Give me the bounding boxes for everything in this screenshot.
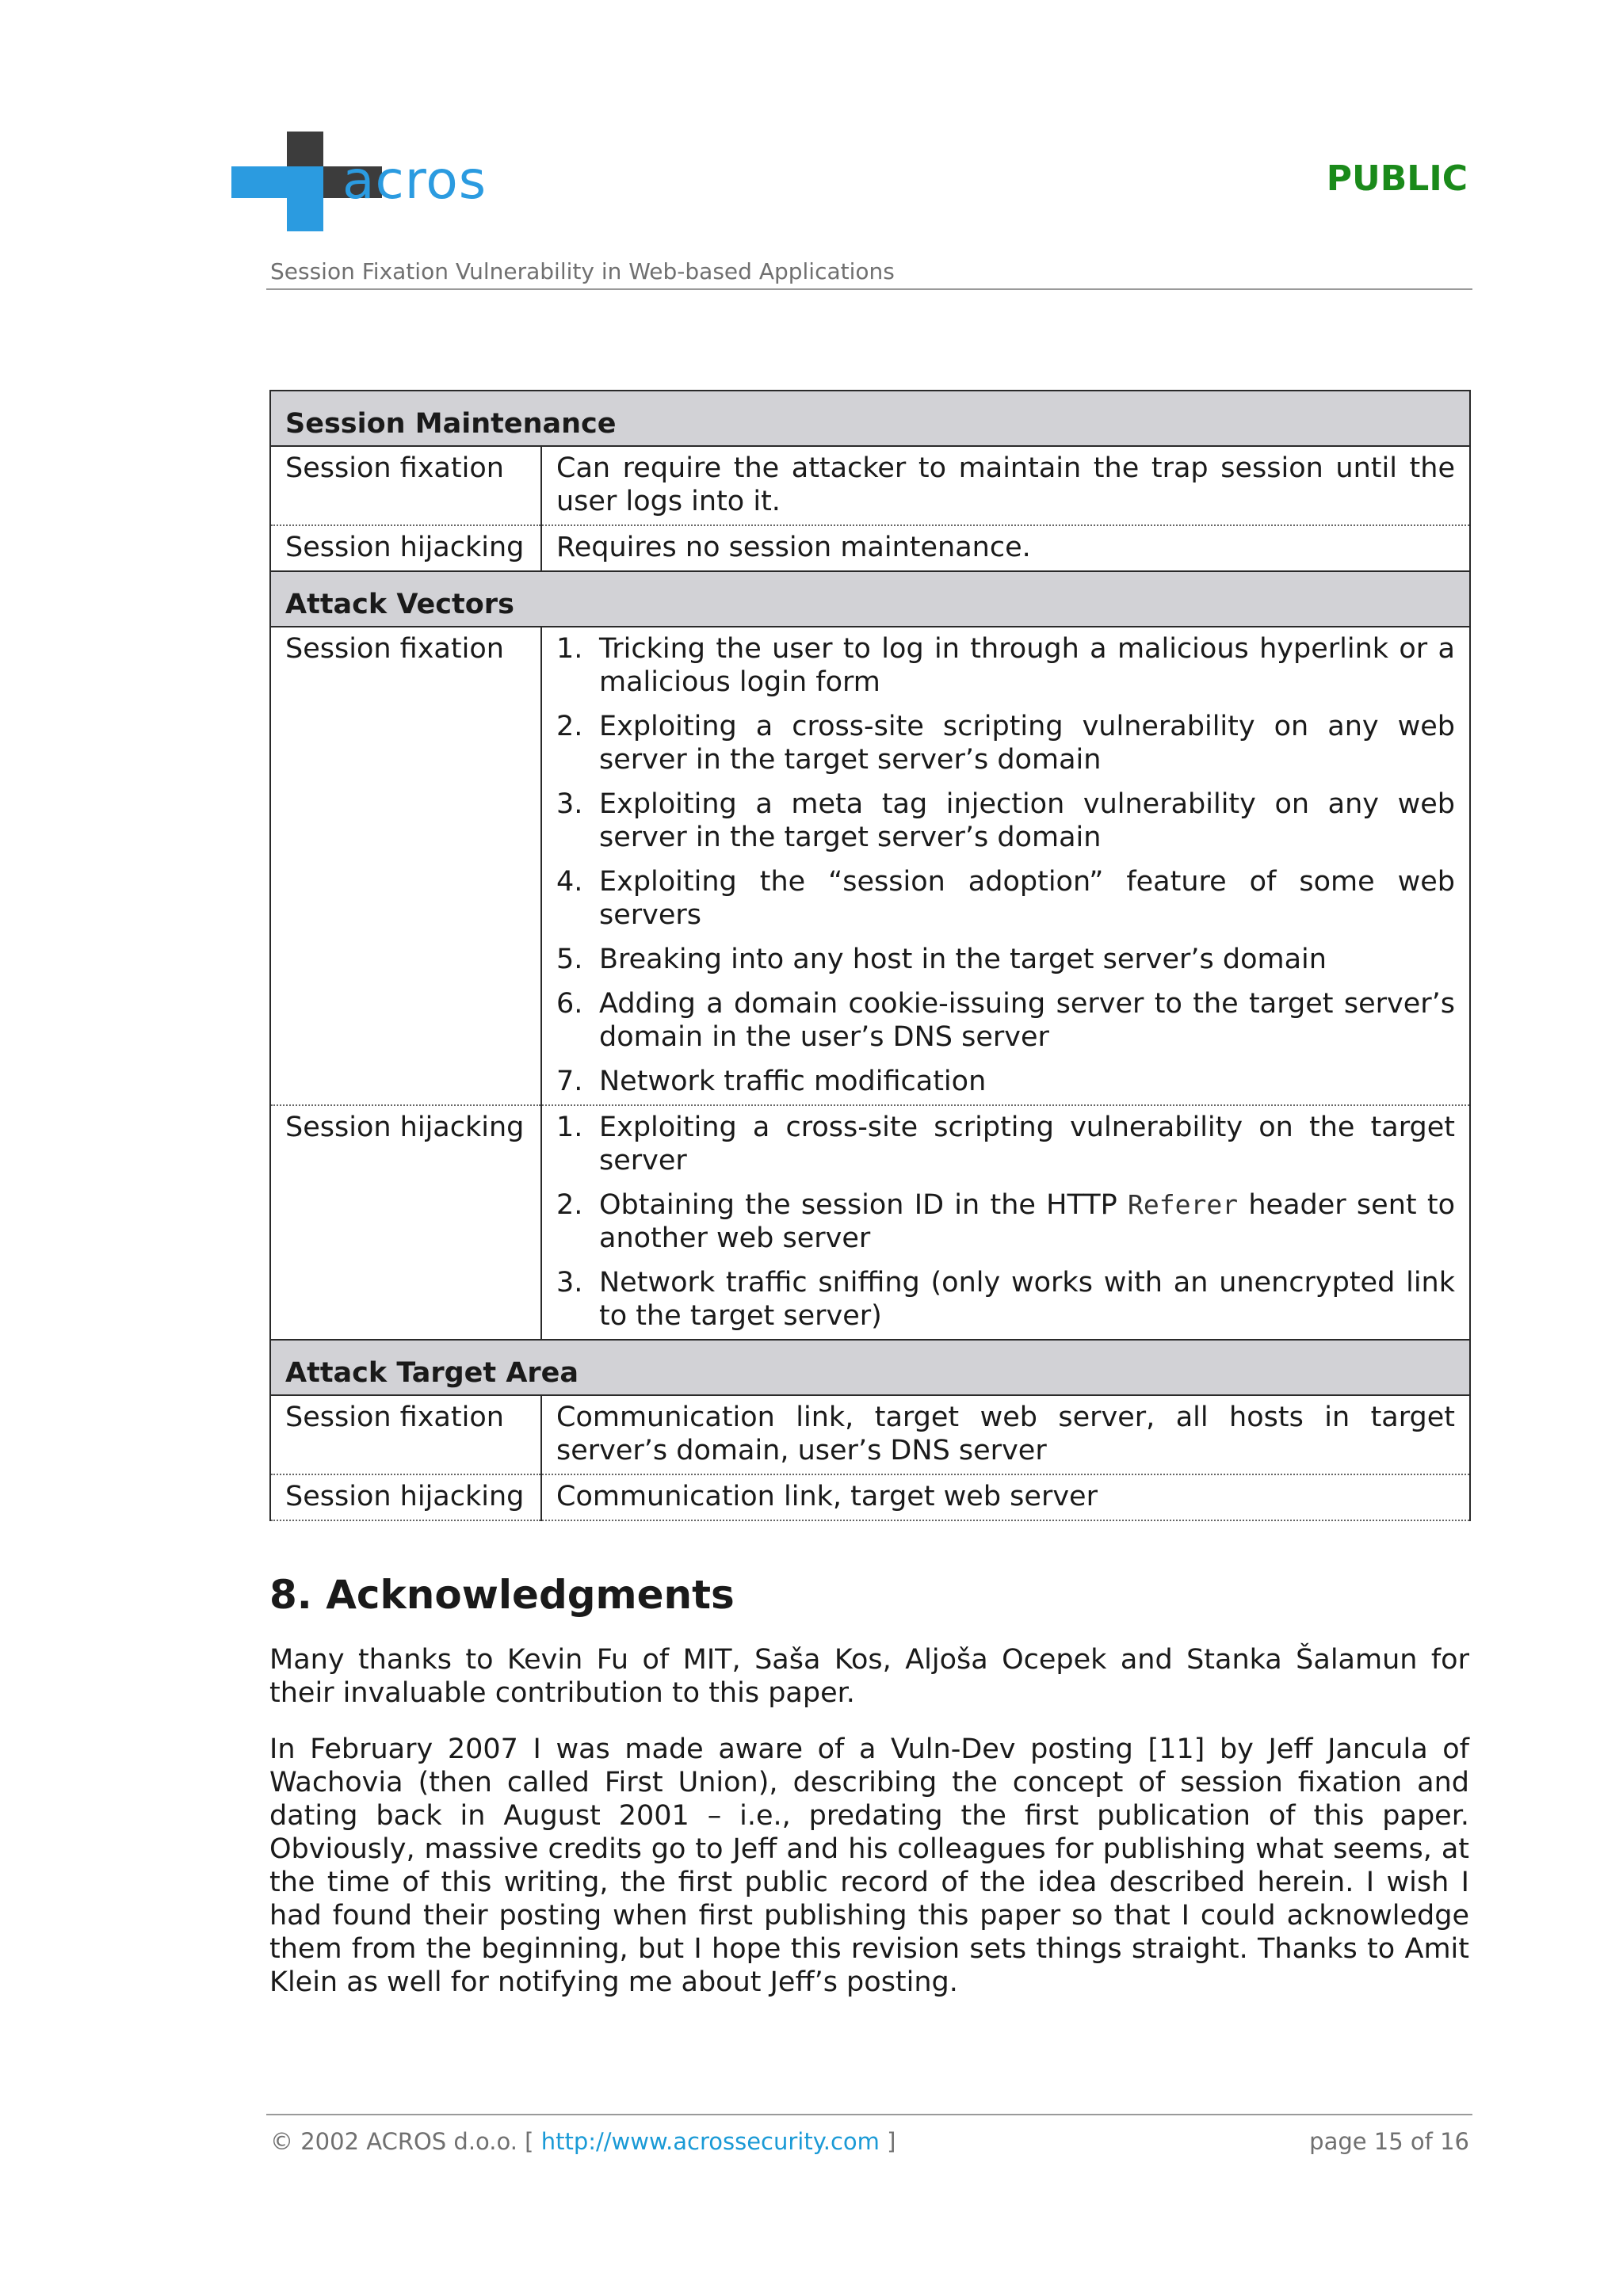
list-item [556,1065,1455,1098]
section-header: Attack Target Area [270,1340,1470,1395]
classification-label: PUBLIC [1326,158,1468,199]
copyright-close: ] [879,2128,896,2155]
acros-logo [231,132,501,231]
paragraph-2: In February 2007 I was made aware of a Vuln-Dev posting [11] by Jeff Jancula of Wachovia (then called First Union), describing the concept of session fixation and dating back in August 2001 – i.e., predating the first publication of this paper. Obviously, massive credits go to Jeff and his colleagues for publishing what seems, at the time of this writing, the first public record of the idea described herein. I wish I had found their posting when first publishing this paper so that I could acknowledge them from the beginning, but I hope this revision sets things straight. Thanks to Amit Klein as well for notifying me about Jeff’s posting. [269,1733,1469,1998]
list-item-text: Adding a domain cookie-issuing server to the target server’s domain in the user’s DNS server [599,988,1455,1053]
row-label: Session hijacking [270,1105,541,1340]
list-number: 2. [556,1189,583,1221]
list-item-text: Exploiting a meta tag injection vulnerability on any web server in the target server’s domain [599,788,1455,853]
comparison-table [269,390,1471,1521]
row-value: Communication link, target web server, all hosts in target server’s domain, user’s DNS server [541,1395,1470,1474]
list-item [556,987,1455,1054]
section-header: Attack Vectors [270,571,1470,627]
list-number: 7. [556,1066,583,1097]
numbered-list [556,632,1455,1098]
list-item [556,1111,1455,1177]
list-number: 1. [556,1112,583,1143]
list-item-text: Network traffic sniffing (only works with an unencrypted link to the target server) [599,1267,1455,1332]
page-number: page 15 of 16 [1309,2128,1469,2155]
row-value: Requires no session maintenance. [541,525,1470,571]
list-item [556,1188,1455,1255]
table-row [270,1105,1470,1340]
list-number: 6. [556,988,583,1020]
row-value [541,1105,1470,1340]
section-header: Session Maintenance [270,391,1470,446]
table-row [270,1474,1470,1520]
row-label: Session hijacking [270,525,541,571]
list-number: 3. [556,1267,583,1299]
table-row [270,525,1470,571]
list-number: 2. [556,711,583,742]
header-divider [266,288,1472,290]
list-item-text: header sent to another web server [599,1189,1456,1254]
logo-text: acros [342,150,487,211]
row-label: Session hijacking [270,1474,541,1520]
list-item [556,943,1455,976]
list-item-text: Exploiting the “session adoption” feature of some web servers [599,866,1455,931]
list-item-text: Exploiting a cross-site scripting vulnerability on the target server [599,1112,1455,1177]
row-label: Session fixation [270,446,541,525]
table-row [270,627,1470,1105]
paragraph-1: Many thanks to Kevin Fu of MIT, Saša Kos, Aljoša Ocepek and Stanka Šalamun for their invaluable contribution to this paper. [269,1644,1469,1709]
list-number: 5. [556,944,583,975]
list-item [556,788,1455,854]
list-item [556,865,1455,932]
numbered-list [556,1111,1455,1333]
row-value: Can require the attacker to maintain the trap session until the user logs into it. [541,446,1470,525]
copyright-text: © 2002 ACROS d.o.o. [ [270,2128,541,2155]
list-item-text: Breaking into any host in the target server’s domain [599,944,1327,975]
row-label: Session fixation [270,1395,541,1474]
row-label: Session fixation [270,627,541,1105]
footer-divider [266,2114,1472,2115]
list-number: 1. [556,633,583,665]
table-row [270,446,1470,525]
table-row [270,1395,1470,1474]
footer-copyright [270,2128,896,2155]
list-item-text: Tricking the user to log in through a malicious hyperlink or a malicious login form [599,633,1455,698]
website-link[interactable]: http://www.acrossecurity.com [540,2128,880,2155]
list-item [556,632,1455,699]
list-item-text: Exploiting a cross-site scripting vulnerability on any web server in the target server’s domain [599,711,1455,776]
list-item-text: Network traffic modification [599,1066,987,1097]
list-number: 3. [556,788,583,820]
row-value [541,627,1470,1105]
code-text: Referer [1128,1189,1239,1220]
list-item-text: Obtaining the session ID in the HTTP [599,1189,1128,1221]
list-item [556,710,1455,776]
list-number: 4. [556,866,583,898]
list-item [556,1266,1455,1333]
document-title: Session Fixation Vulnerability in Web-based Applications [270,258,895,284]
section-heading: 8. Acknowledgments [269,1572,735,1618]
row-value: Communication link, target web server [541,1474,1470,1520]
